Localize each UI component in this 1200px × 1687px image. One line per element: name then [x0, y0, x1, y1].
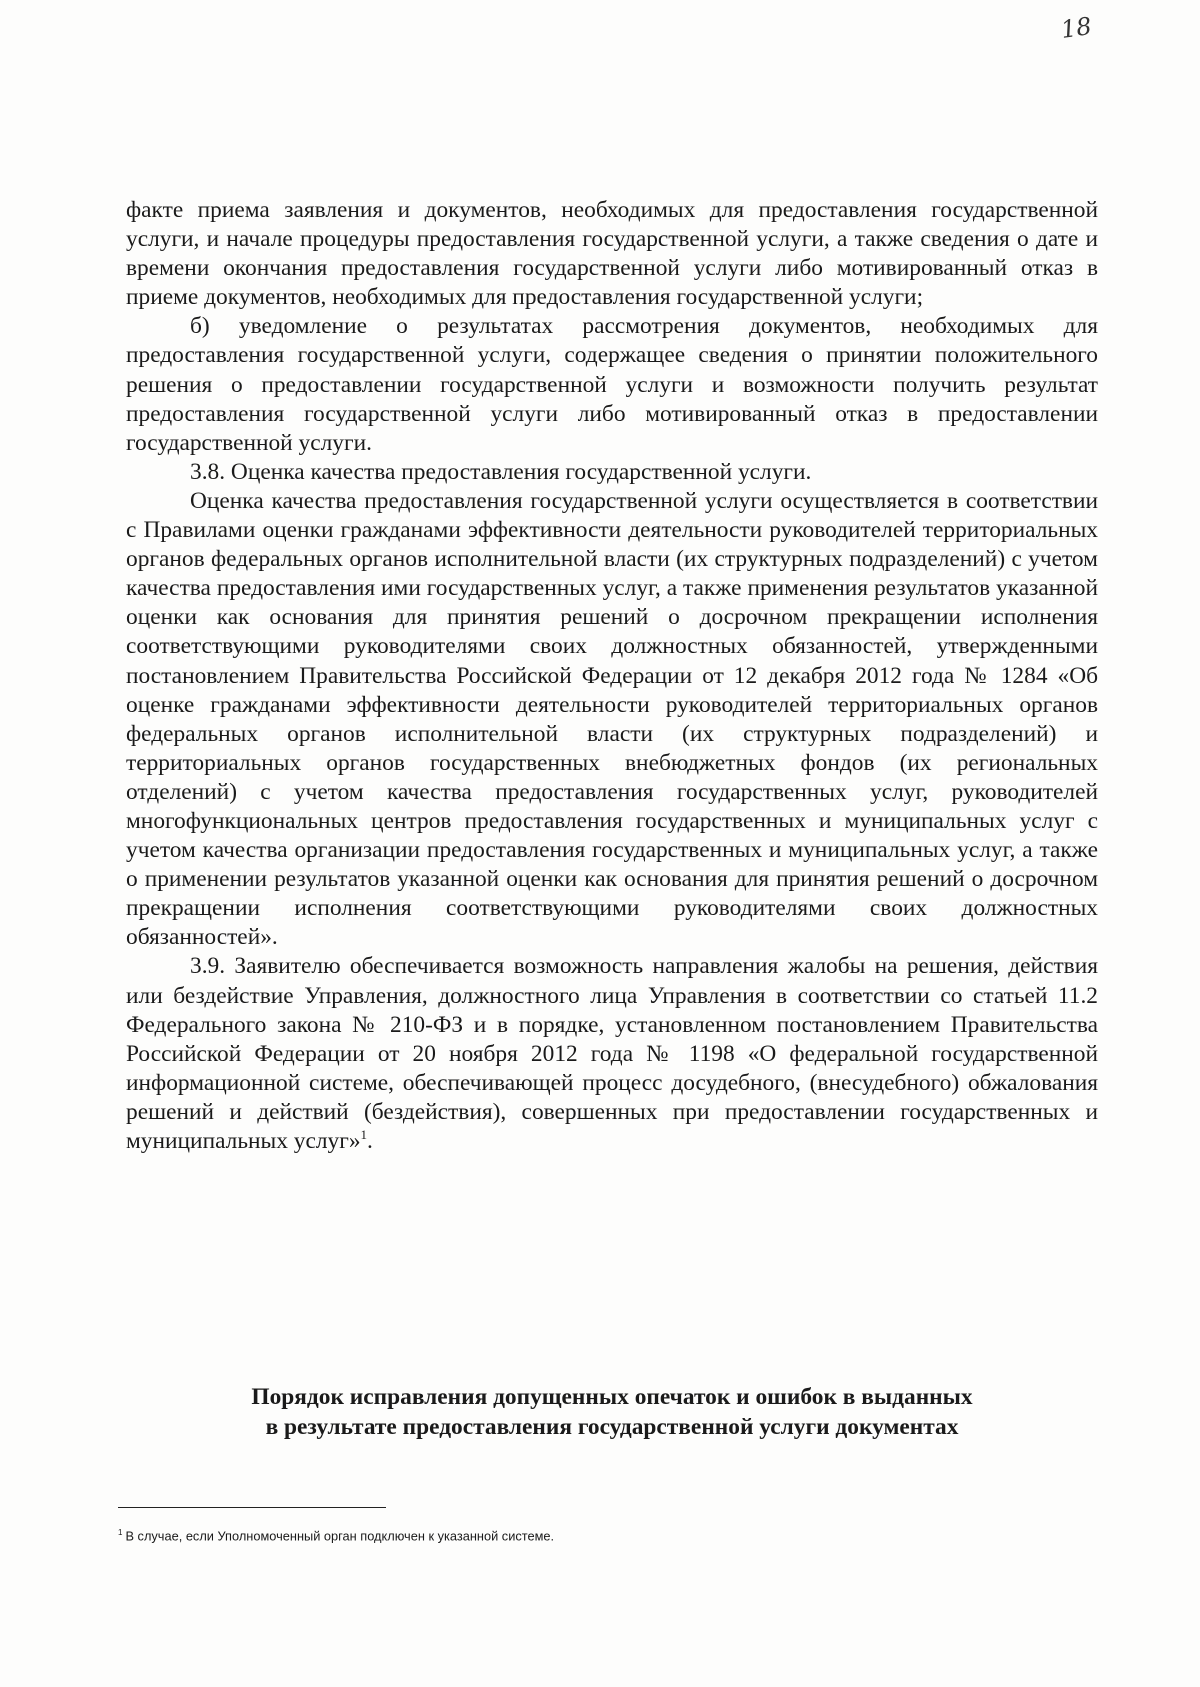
paragraph-end-period: .	[367, 1128, 373, 1154]
footnote-text: В случае, если Уполномоченный орган подключен к указанной системе.	[125, 1528, 555, 1544]
paragraph-section-3-9	[126, 952, 1098, 1156]
body-text	[126, 196, 1098, 1156]
footnote	[118, 1524, 1098, 1545]
paragraph-section-3-8: 3.8. Оценка качества предоставления государственной услуги.	[190, 458, 812, 485]
paragraph-quality-assessment: Оценка качества предоставления государственной услуги осуществляется в соответствии с Правилами оценки гражданами эффективности деятельности руководителей территориальных органов федеральных органов исполнительной власти (их структурных подразделений) с учетом качества предоставления ими государственных услуг, а также применения результатов указанной оценки как основания для принятия решений о досрочном прекращении исполнения соответствующими руководителями своих должностных обязанностей, утвержденными постановлением Правительства Российской Федерации от 12 декабря 2012 года № 1284 «Об оценке гражданами эффективности деятельности руководителей территориальных органов федеральных органов исполнительной власти (их структурных подразделений) и территориальных органов государственных внебюджетных фондов (их региональных отделений) с учетом качества предоставления государственных услуг, руководителей многофункциональных центров предоставления государственных и муниципальных услуг с учетом качества организации предоставления государственных и муниципальных услуг, а также о применении результатов указанной оценки как основания для принятия решений о досрочном прекращении исполнения соответствующими руководителями своих должностных обязанностей».	[126, 487, 1098, 951]
paragraph-continuation: факте приема заявления и документов, необходимых для предоставления государственной услуги, и начале процедуры предоставления государственной услуги, а также сведения о дате и времени окончания предоставления государственной услуги либо мотивированный отказ в приеме документов, необходимых для предоставления государственной услуги;	[126, 197, 1098, 311]
section-heading-line-1: Порядок исправления допущенных опечаток и ошибок в выданных	[251, 1384, 973, 1410]
paragraph-section-3-9-text: 3.9. Заявителю обеспечивается возможность направления жалобы на решения, действия или бездействие Управления, должностного лица Управления в соответствии со статьей 11.2 Федерального закона № 210-ФЗ и в порядке, установленном постановлением Правительства Российской Федерации от 20 ноября 2012 года № 1198 «О федеральной государственной информационной системе, обеспечивающей процесс досудебного, (внесудебного) обжалования решений и действий (бездействия), совершенных при предоставлении государственных и муниципальных услуг»	[126, 953, 1098, 1154]
footnote-reference: 1	[360, 1127, 368, 1143]
paragraph-notification-b: б) уведомление о результатах рассмотрения документов, необходимых для предоставления государственной услуги, содержащее сведения о принятии положительного решения о предоставлении государственной услуги и возможности получить результат предоставления государственной услуги либо мотивированный отказ в предоставлении государственной услуги.	[126, 313, 1098, 456]
handwritten-page-number: 18	[1059, 12, 1094, 44]
section-heading-line-2: в результате предоставления государственной услуги документах	[265, 1414, 959, 1440]
section-heading	[126, 1382, 1098, 1442]
footnote-divider	[118, 1507, 386, 1508]
footnote-mark: 1	[118, 1528, 123, 1537]
